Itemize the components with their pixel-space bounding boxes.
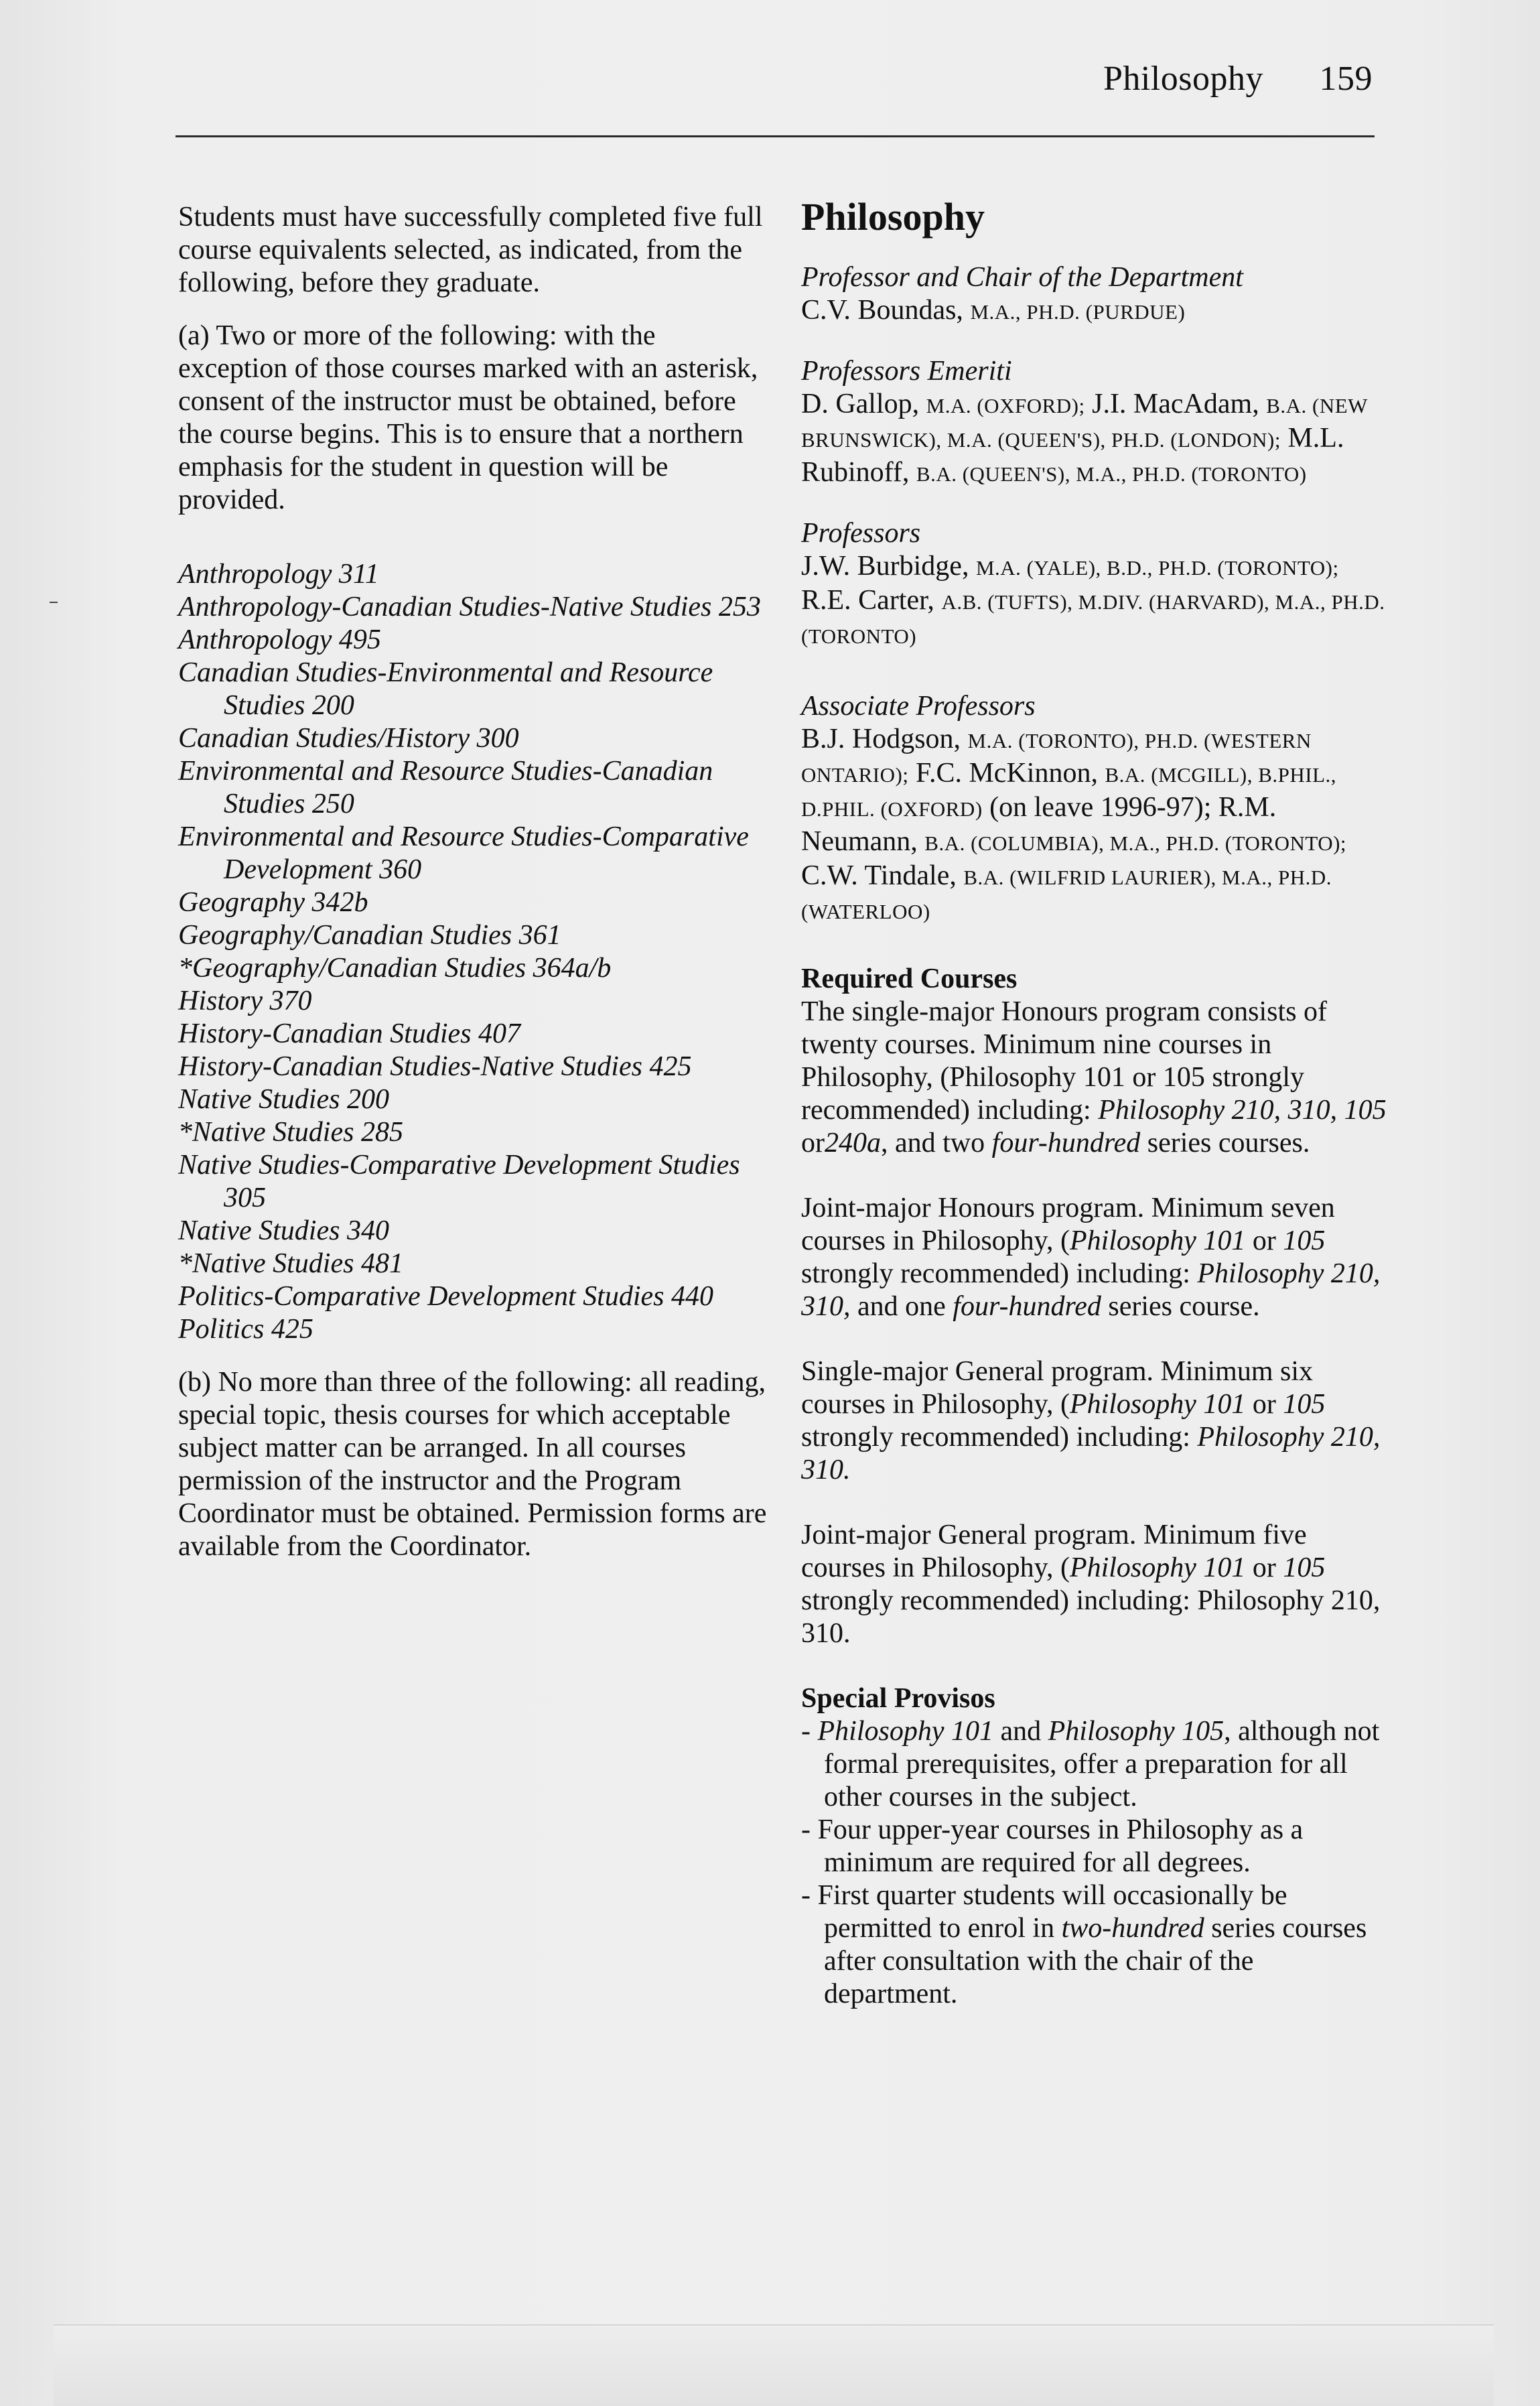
list-item: History-Canadian Studies-Native Studies 425	[178, 1051, 692, 1082]
italic-run: four-hundred	[991, 1128, 1141, 1158]
list-item: Native Studies 200	[178, 1084, 389, 1115]
faculty-name: M.L. Rubinoff,	[801, 423, 1344, 488]
joint-honours-paragraph	[801, 1192, 1391, 1323]
list-item: *Geography/Canadian Studies 364a/b	[178, 953, 612, 984]
running-head	[1103, 59, 1373, 98]
faculty-credentials: M.A. (TORONTO), PH.D. (WESTERN ONTARIO);	[801, 729, 1312, 787]
italic-run: Philosophy 101	[1069, 1389, 1246, 1420]
text-run: series courses after consultation with the chair of the department.	[824, 1913, 1367, 2009]
faculty-credentials: B.A. (COLUMBIA), M.A., PH.D. (TORONTO);	[924, 831, 1347, 855]
italic-run: Philosophy 105	[1048, 1716, 1224, 1747]
faculty-name: F.C. McKinnon,	[915, 758, 1098, 789]
text-run: First quarter students will occasionally be permitted to enrol in	[817, 1880, 1287, 1944]
list-item: - First quarter students will occasionally be permitted to enrol in two-hundred series courses after consultation with the chair of the department.	[801, 1880, 1367, 2009]
italic-run: Philosophy 210, 310.	[801, 1422, 1381, 1485]
faculty-credentials: M.A. (OXFORD);	[926, 394, 1085, 417]
associate-heading: Associate Professors	[801, 691, 1036, 722]
emeriti-entries	[801, 388, 1391, 490]
text-run: and	[993, 1716, 1048, 1747]
italic-run: Philosophy 210, 310, 105	[1098, 1095, 1387, 1126]
list-item: Anthropology 311	[178, 559, 379, 590]
list-item: - Philosophy 101 and Philosophy 105, although not formal prerequisites, offer a preparation for all other courses in the subject.	[801, 1716, 1380, 1812]
page-number: 159	[1319, 60, 1373, 98]
faculty-credentials: B.A. (QUEEN'S), M.A., PH.D. (TORONTO)	[916, 462, 1307, 486]
text-run: strongly recommended) including: Philosophy 210, 310.	[801, 1585, 1381, 1649]
text-run: Joint-major Honours program. Minimum seven courses in Philosophy, (	[801, 1193, 1335, 1256]
faculty-credentials: A.B. (TUFTS), M.DIV. (HARVARD), M.A., PH.D. (TORONTO)	[801, 590, 1385, 648]
faculty-name: C.W. Tindale,	[801, 860, 957, 891]
faculty-credentials: M.A. (YALE), B.D., PH.D. (TORONTO);	[975, 556, 1339, 580]
list-item: History-Canadian Studies 407	[178, 1018, 520, 1049]
joint-general-paragraph	[801, 1519, 1391, 1650]
emeriti-heading: Professors Emeriti	[801, 356, 1012, 387]
text-run: , although not formal prerequisites, offer a preparation for all other courses in the subject.	[824, 1716, 1380, 1812]
italic-run: 105	[1283, 1225, 1326, 1256]
single-general-paragraph	[801, 1355, 1391, 1487]
list-item: Native Studies-Comparative Development Studies 305	[178, 1150, 740, 1213]
italic-run: Philosophy 101	[817, 1716, 993, 1747]
page-bottom-edge	[54, 2324, 1494, 2406]
list-item: Canadian Studies/History 300	[178, 723, 519, 754]
text-run: strongly recommended) including:	[801, 1422, 1198, 1453]
italic-run: four-hundred	[953, 1291, 1101, 1322]
text-run: Four upper-year courses in Philosophy as a minimum are required for all degrees.	[817, 1814, 1304, 1878]
faculty-name: D. Gallop,	[801, 389, 920, 419]
faculty-professors	[801, 517, 1391, 653]
part-a-paragraph: (a) Two or more of the following: with the exception of those courses marked with an asterisk, consent of the instructor must be obtained, before the course begins. This is to ensure that a northern emphasis for the student in question will be provided.	[178, 320, 758, 515]
text-run: Single-major General program. Minimum six courses in Philosophy, (	[801, 1356, 1314, 1420]
required-courses-heading: Required Courses	[801, 963, 1018, 994]
list-item: - Four upper-year courses in Philosophy as a minimum are required for all degrees.	[801, 1814, 1304, 1878]
list-item: *Native Studies 481	[178, 1248, 403, 1279]
text-run: series course.	[1101, 1291, 1260, 1322]
list-item: Politics 425	[178, 1314, 313, 1345]
single-honours-paragraph	[801, 996, 1391, 1160]
chair-entry	[801, 294, 1391, 328]
text-run: Joint-major General program. Minimum five courses in Philosophy, (	[801, 1520, 1307, 1583]
italic-run: 105	[1283, 1552, 1326, 1583]
list-item: Environmental and Resource Studies-Canadian Studies 250	[178, 756, 713, 819]
professors-heading: Professors	[801, 518, 921, 549]
associate-entries	[801, 723, 1391, 928]
faculty-credentials: M.A., PH.D. (PURDUE)	[970, 300, 1186, 324]
faculty-credentials: B.A. (MCGILL), B.PHIL., D.PHIL. (OXFORD)	[801, 763, 1337, 821]
faculty-name: C.V. Boundas,	[801, 295, 963, 326]
intro-paragraph: Students must have successfully completed five full course equivalents selected, as indicated, from the following, before they graduate.	[178, 202, 763, 298]
list-item: *Native Studies 285	[178, 1117, 403, 1148]
faculty-credentials: B.A. (NEW BRUNSWICK), M.A. (QUEEN'S), PH.D. (LONDON);	[801, 394, 1368, 452]
list-item: Politics-Comparative Development Studies 440	[178, 1281, 714, 1312]
text-run: strongly recommended) including:	[801, 1258, 1198, 1289]
text-run: or	[1245, 1389, 1283, 1420]
faculty-name: R.M. Neumann,	[801, 792, 1277, 857]
faculty-emeriti	[801, 355, 1391, 490]
italic-run: Philosophy 101	[1069, 1225, 1246, 1256]
list-item: Canadian Studies-Environmental and Resource Studies 200	[178, 657, 713, 721]
text-run: or	[801, 1128, 825, 1158]
section-title: Philosophy	[801, 195, 985, 239]
italic-run: 105	[1283, 1389, 1326, 1420]
faculty-associates	[801, 690, 1391, 928]
faculty-chair	[801, 261, 1391, 328]
special-provisos-heading: Special Provisos	[801, 1683, 995, 1714]
faculty-name: R.E. Carter,	[801, 585, 934, 616]
faculty-name: B.J. Hodgson,	[801, 724, 961, 754]
left-column	[178, 201, 768, 1583]
list-item: Native Studies 340	[178, 1215, 389, 1246]
faculty-name: J.W. Burbidge,	[801, 551, 969, 582]
list-item: Anthropology 495	[178, 624, 381, 655]
faculty-name: J.I. MacAdam,	[1092, 389, 1259, 419]
list-item: History 370	[178, 986, 312, 1016]
course-list	[178, 558, 768, 1346]
list-item: Geography/Canadian Studies 361	[178, 920, 561, 951]
list-item: Geography 342b	[178, 887, 368, 918]
italic-run: Philosophy 210, 310,	[801, 1258, 1381, 1322]
chair-heading: Professor and Chair of the Department	[801, 262, 1243, 293]
text-run: and one	[850, 1291, 953, 1322]
faculty-note: (on leave 1996-97);	[989, 792, 1212, 823]
text-run: The single-major Honours program consists of twenty courses. Minimum nine courses in Philosophy, (Philosophy 101 or 105 strongly recommended) including:	[801, 996, 1328, 1126]
list-item: Anthropology-Canadian Studies-Native Studies 253	[178, 592, 761, 622]
running-head-title: Philosophy	[1103, 60, 1263, 98]
text-run: or	[1245, 1225, 1283, 1256]
right-column	[801, 196, 1391, 2011]
margin-mark	[50, 602, 58, 603]
faculty-credentials: B.A. (WILFRID LAURIER), M.A., PH.D. (WATERLOO)	[801, 866, 1332, 923]
professor-entries	[801, 550, 1391, 653]
text-run: , and two	[881, 1128, 992, 1158]
part-b-paragraph: (b) No more than three of the following: all reading, special topic, thesis courses for which acceptable subject matter can be arranged. In all courses permission of the instructor and the Program Coordinator must be obtained. Permission forms are available from the Coordinator.	[178, 1367, 767, 1562]
italic-run: two-hundred	[1061, 1913, 1204, 1944]
italic-run: Philosophy 101	[1069, 1552, 1246, 1583]
text-run: or	[1245, 1552, 1283, 1583]
header-rule	[176, 135, 1375, 137]
text-run: series courses.	[1140, 1128, 1310, 1158]
italic-run: 240a	[825, 1128, 881, 1158]
list-item: Environmental and Resource Studies-Comparative Development 360	[178, 821, 749, 885]
provisos-list	[801, 1715, 1391, 2011]
